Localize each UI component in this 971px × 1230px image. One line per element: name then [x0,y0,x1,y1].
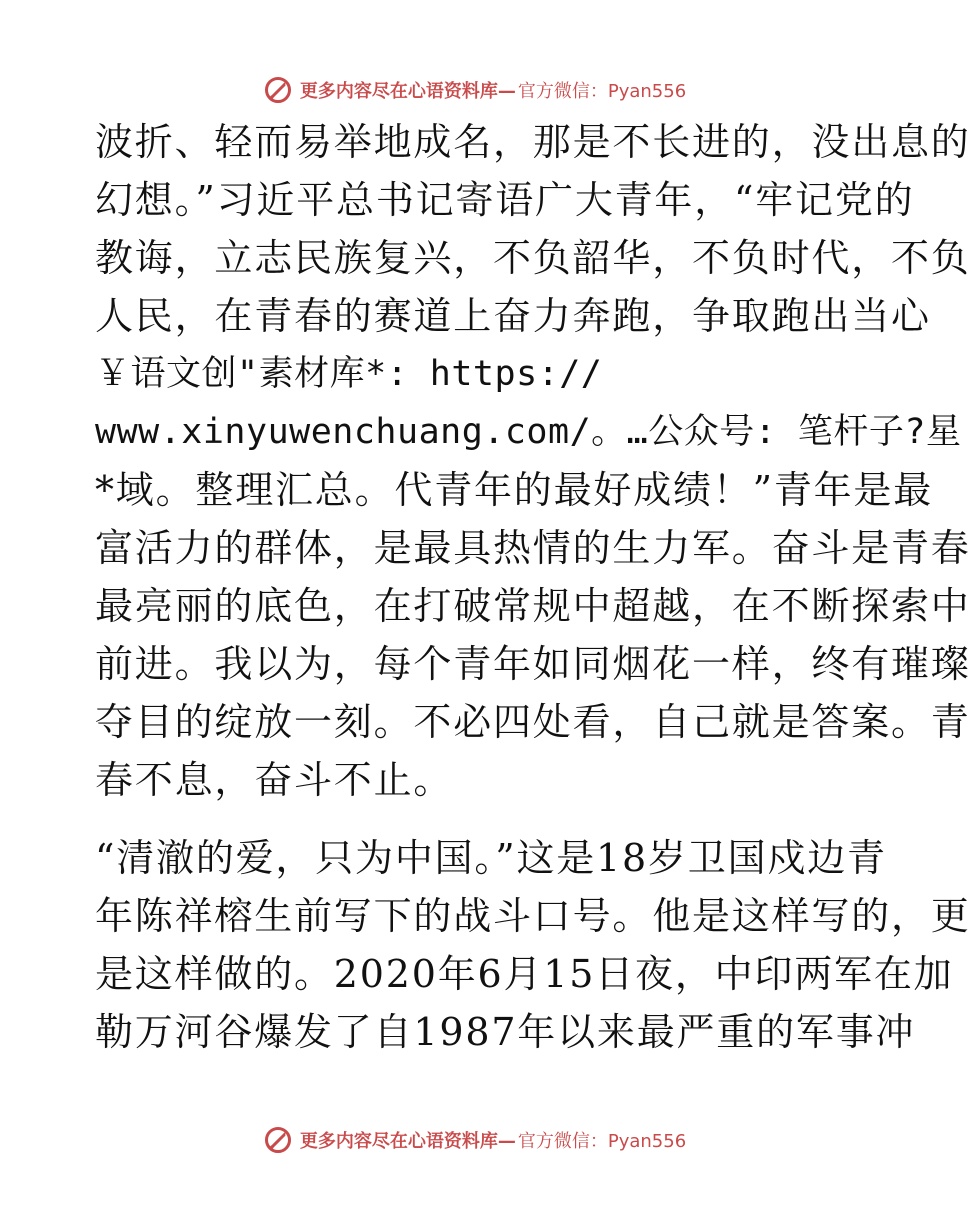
body-line: 夺目的绽放一刻。不必四处看，自己就是答案。青 [95,700,971,744]
body-line: 年陈祥榕生前写下的战斗口号。他是这样写的，更 [95,894,971,938]
body-line-url-2: www.xinyuwenchuang.com/。…公众号: 笔杆子?星 [95,412,962,452]
body-line-url-1: ￥语文创"素材库*: https:// [95,354,603,394]
body-line: 勒万河谷爆发了自1987年以来最严重的军事冲 [95,1010,916,1054]
body-line: 是这样做的。2020年6月15日夜，中印两军在加 [95,952,954,996]
pen-circle-logo-icon [264,76,292,104]
body-line: 幻想。”习近平总书记寄语广大青年，“牢记党的 [95,178,915,222]
body-line: 富活力的群体，是最具热情的生力军。奋斗是青春 [95,526,971,570]
header-watermark [0,68,950,112]
body-line: 前进。我以为，每个青年如同烟花一样，终有璀璨 [95,642,971,686]
header-watermark-main: 更多内容尽在心语资料库— [299,81,516,102]
pen-circle-logo-icon [264,1126,292,1154]
footer-watermark-main: 更多内容尽在心语资料库— [299,1131,516,1152]
body-line: 最亮丽的底色，在打破常规中超越，在不断探索中 [95,584,971,628]
document-body [95,118,971,1068]
body-line: 教诲，立志民族复兴，不负韶华，不负时代，不负 [95,236,971,280]
footer-watermark-tail: 官方微信：Pyan556 [517,1131,687,1152]
body-line: 波折、轻而易举地成名，那是不长进的，没出息的 [95,120,971,164]
body-line: “清澈的爱，只为中国。”这是18岁卫国戍边青 [95,836,887,880]
body-line: *域。整理汇总。代青年的最好成绩！”青年是最 [95,468,934,512]
header-watermark-tail: 官方微信：Pyan556 [517,81,687,102]
footer-watermark [0,1118,950,1162]
body-line: 春不息，奋斗不止。 [95,758,454,802]
body-line: 人民，在青春的赛道上奋力奔跑，争取跑出当心 [95,294,931,338]
